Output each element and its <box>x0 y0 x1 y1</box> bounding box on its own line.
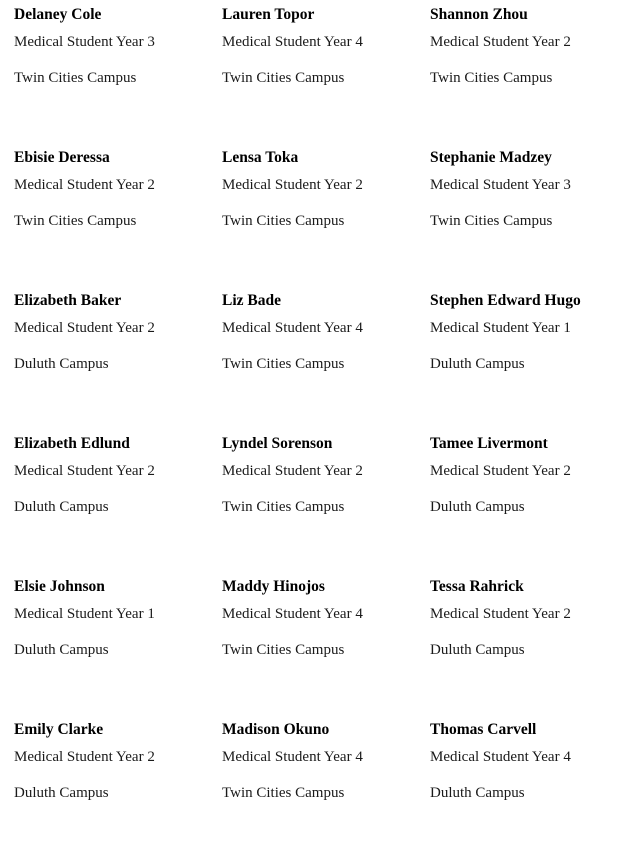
person-campus: Duluth Campus <box>430 642 525 658</box>
person-role: Medical Student Year 2 <box>222 463 363 479</box>
person-name: Emily Clarke <box>14 721 104 738</box>
person-card <box>222 149 430 292</box>
person-name: Stephen Edward Hugo <box>430 292 581 309</box>
person-card <box>430 6 638 149</box>
person-card <box>222 6 430 149</box>
person-campus: Twin Cities Campus <box>222 499 345 515</box>
person-role: Medical Student Year 2 <box>430 463 571 479</box>
person-role: Medical Student Year 2 <box>14 320 155 336</box>
person-name: Elizabeth Baker <box>14 292 122 309</box>
person-name: Shannon Zhou <box>430 6 528 23</box>
person-role: Medical Student Year 4 <box>222 34 363 50</box>
person-campus: Duluth Campus <box>430 785 525 801</box>
person-name: Elsie Johnson <box>14 578 105 595</box>
person-card <box>14 149 222 292</box>
person-campus: Duluth Campus <box>14 356 109 372</box>
person-card <box>14 292 222 435</box>
person-campus: Twin Cities Campus <box>222 785 345 801</box>
person-role: Medical Student Year 1 <box>430 320 571 336</box>
person-card <box>430 578 638 721</box>
person-campus: Duluth Campus <box>14 642 109 658</box>
person-role: Medical Student Year 2 <box>14 177 155 193</box>
person-role: Medical Student Year 3 <box>430 177 571 193</box>
person-campus: Twin Cities Campus <box>222 213 345 229</box>
person-card <box>14 435 222 578</box>
person-name: Stephanie Madzey <box>430 149 552 166</box>
person-name: Lauren Topor <box>222 6 315 23</box>
person-card <box>14 578 222 721</box>
person-campus: Twin Cities Campus <box>430 213 553 229</box>
person-card <box>430 292 638 435</box>
person-campus: Twin Cities Campus <box>222 356 345 372</box>
person-card <box>222 292 430 435</box>
person-name: Delaney Cole <box>14 6 102 23</box>
person-role: Medical Student Year 2 <box>222 177 363 193</box>
person-campus: Twin Cities Campus <box>222 642 345 658</box>
person-role: Medical Student Year 1 <box>14 606 155 622</box>
person-card <box>222 435 430 578</box>
person-role: Medical Student Year 2 <box>430 34 571 50</box>
person-name: Ebisie Deressa <box>14 149 110 166</box>
person-name: Maddy Hinojos <box>222 578 325 595</box>
person-name: Liz Bade <box>222 292 281 309</box>
person-card <box>430 149 638 292</box>
person-campus: Twin Cities Campus <box>14 213 137 229</box>
person-name: Lensa Toka <box>222 149 299 166</box>
person-campus: Twin Cities Campus <box>430 70 553 86</box>
person-card <box>430 435 638 578</box>
person-role: Medical Student Year 2 <box>14 463 155 479</box>
person-name: Thomas Carvell <box>430 721 537 738</box>
person-campus: Duluth Campus <box>430 356 525 372</box>
person-campus: Duluth Campus <box>14 499 109 515</box>
person-role: Medical Student Year 2 <box>14 749 155 765</box>
person-role: Medical Student Year 4 <box>430 749 571 765</box>
person-campus: Twin Cities Campus <box>14 70 137 86</box>
person-role: Medical Student Year 4 <box>222 320 363 336</box>
person-name: Tessa Rahrick <box>430 578 524 595</box>
person-role: Medical Student Year 2 <box>430 606 571 622</box>
person-campus: Duluth Campus <box>14 785 109 801</box>
person-name: Madison Okuno <box>222 721 330 738</box>
person-name: Lyndel Sorenson <box>222 435 333 452</box>
person-campus: Duluth Campus <box>430 499 525 515</box>
person-card <box>14 6 222 149</box>
person-card <box>222 578 430 721</box>
person-campus: Twin Cities Campus <box>222 70 345 86</box>
person-name: Elizabeth Edlund <box>14 435 130 452</box>
person-role: Medical Student Year 4 <box>222 606 363 622</box>
person-card <box>222 721 430 864</box>
person-role: Medical Student Year 4 <box>222 749 363 765</box>
person-card <box>430 721 638 864</box>
person-name: Tamee Livermont <box>430 435 548 452</box>
person-role: Medical Student Year 3 <box>14 34 155 50</box>
person-card <box>14 721 222 864</box>
